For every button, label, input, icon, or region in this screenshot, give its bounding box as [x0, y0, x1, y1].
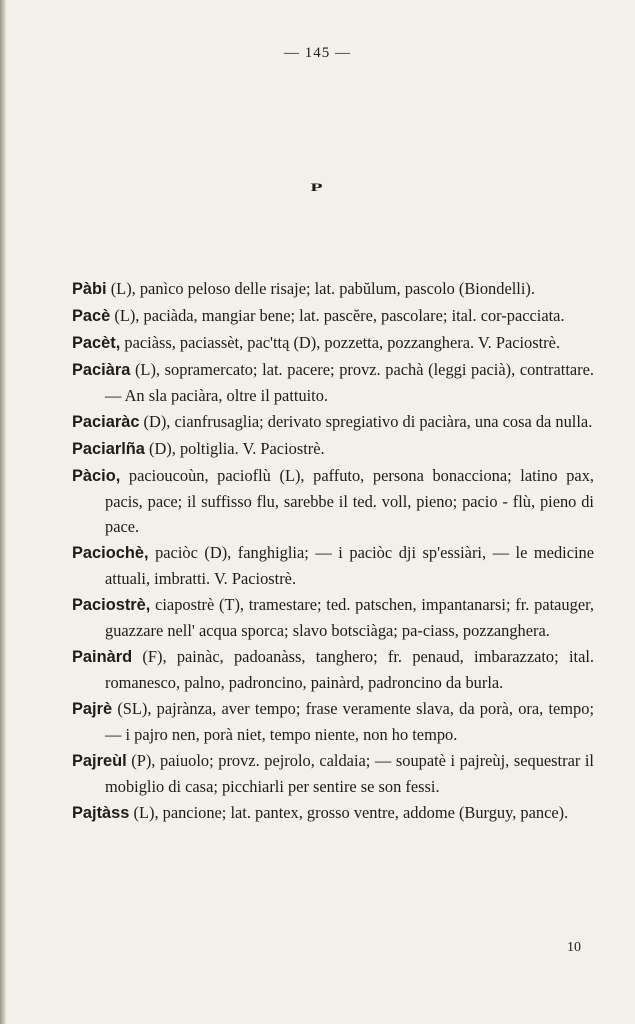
entry-definition: (L), pancione; lat. pantex, grosso ventre, addome (Burguy, pance). — [129, 803, 569, 822]
dictionary-entry — [72, 357, 594, 408]
entry-headword: Pajreùl — [72, 752, 127, 770]
entry-definition: (L), panìco peloso delle risaje; lat. pabŭlum, pascolo (Biondelli). — [106, 279, 535, 298]
entry-headword: Paciàra — [72, 361, 131, 379]
entry-headword: Pàbi — [72, 280, 107, 298]
entry-definition: (D), cianfrusaglia; derivato spregiativo di paciàra, una cosa da nulla. — [139, 412, 593, 431]
entry-headword: Paciochè, — [72, 544, 149, 562]
entry-definition: ciapostrè (T), tramestare; ted. patschen, impantanarsi; fr. patauger, guazzare nell' acqua sporca; slavo botsciàga; pa-ciass, pozzanghera. — [105, 595, 594, 640]
entry-headword: Pajrè — [72, 700, 113, 718]
dictionary-entry — [72, 436, 594, 462]
dictionary-entry — [72, 800, 594, 826]
entry-definition: (D), poltiglia. V. Paciostrè. — [144, 439, 325, 458]
entry-headword: Paciostrè, — [72, 596, 151, 614]
dictionary-entry — [72, 463, 594, 539]
entry-headword: Paciarlña — [72, 440, 145, 458]
dictionary-entry — [72, 540, 594, 591]
dictionary-entry — [72, 330, 594, 356]
dictionary-entry — [72, 696, 594, 747]
dictionary-entry — [72, 409, 594, 435]
dictionary-entry — [72, 748, 594, 799]
page-number: — 145 — — [284, 45, 351, 61]
entry-headword: Pajtàss — [72, 804, 130, 822]
dictionary-entry — [72, 644, 594, 695]
dictionary-entries — [72, 276, 594, 827]
entry-definition: paciàss, paciassèt, pac'ttą (D), pozzetta, pozzanghera. V. Paciostrè. — [120, 333, 561, 352]
dictionary-entry — [72, 276, 594, 302]
entry-definition: (L), paciàda, mangiar bene; lat. pascĕre, pascolare; ital. cor-pacciata. — [110, 306, 565, 325]
dictionary-entry — [72, 303, 594, 329]
dictionary-entry — [72, 592, 594, 643]
page-edge-shadow — [0, 0, 6, 1024]
entry-definition: (P), paiuolo; provz. pejrolo, caldaia; — soupatè i pajreùj, sequestrar il mobiglio di casa; picchiarli per sentire se son fessi. — [105, 751, 594, 796]
entry-headword: Pacèt, — [72, 334, 121, 352]
signature-mark: 10 — [567, 940, 581, 955]
entry-headword: Pàcio, — [72, 467, 121, 485]
entry-headword: Painàrd — [72, 648, 133, 666]
entry-definition: (F), painàc, padoanàss, tanghero; fr. penaud, imbarazzato; ital. romanesco, palno, padroncino, painàrd, padroncino da burla. — [105, 647, 594, 692]
entry-definition: pacioucoùn, pacioflù (L), paffuto, persona bonacciona; latino pax, pacis, pace; il suffisso flu, sarebbe il ted. voll, pieno; pacio - flù, pieno di pace. — [105, 466, 594, 536]
entry-definition: (L), sopramercato; lat. pacere; provz. pachà (leggi pacià), contrattare. — An sla paciàra, oltre il pattuito. — [105, 360, 594, 405]
entry-headword: Pacè — [72, 307, 111, 325]
entry-definition: (SL), pajrànza, aver tempo; frase veramente slava, da porà, ora, tempo; — i pajro nen, porà niet, tempo niente, non ho tempo. — [105, 699, 594, 744]
entry-definition: paciòc (D), fanghiglia; — i paciòc dji sp'essiàri, — le medicine attuali, imbratti. V. Paciostrè. — [105, 543, 594, 588]
entry-headword: Paciaràc — [72, 413, 140, 431]
section-letter: P — [310, 180, 325, 194]
